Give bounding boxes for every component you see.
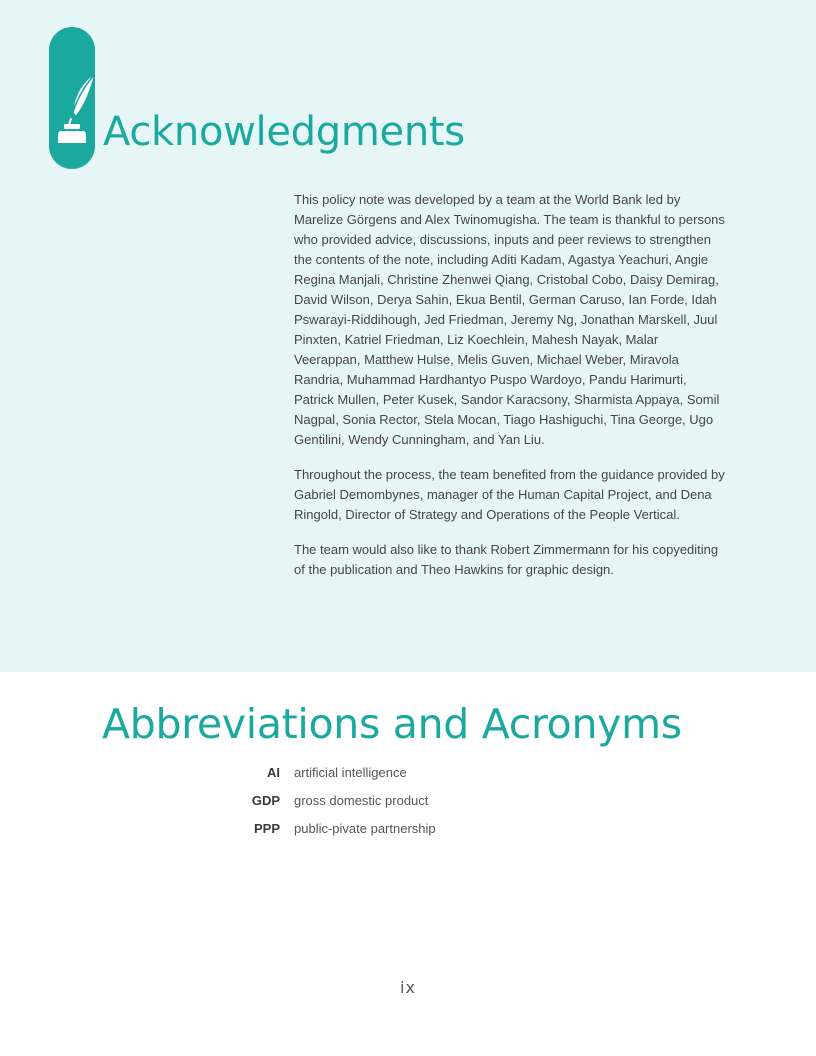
abbreviation-term: PPP [253,821,280,836]
page-number: ix [400,978,416,997]
abbreviation-term: GDP [251,793,280,808]
acknowledgments-paragraph: Throughout the process, the team benefited from the guidance provided by Gabriel Demombynes, manager of the Human Capital Project, and Dena Ringold, Director of Strategy and Operations of the People Vertical. [294,467,725,522]
abbreviations-title: Abbreviations and Acronyms [102,700,682,748]
abbreviation-row [200,793,600,821]
abbreviations-list [200,765,600,849]
abbreviation-definition: gross domestic product [294,793,429,808]
acknowledgments-paragraph: This policy note was developed by a team at the World Bank led by Marelize Görgens and Alex Twinomugisha. The team is thankful to persons who provided advice, discussions, inputs and peer reviews to strengthen the contents of the note, including Aditi Kadam, Agastya Yeachuri, Angie Regina Manjali, Christine Zhenwei Qiang, Cristobal Cobo, Daisy Demirag, David Wilson, Derya Sahin, Ekua Bentil, German Caruso, Ian Forde, Idah Pswarayi-Riddihough, Jed Friedman, Jeremy Ng, Jonathan Marskell, Juul Pinxten, Katriel Friedman, Liz Koechlein, Mahesh Nayak, Malar Veerappan, Matthew Hulse, Melis Guven, Michael Weber, Miravola Randria, Muhammad Hardhantyo Puspo Wardoyo, Pandu Harimurti, Patrick Mullen, Peter Kusek, Sandor Karacsony, Sharmista Appaya, Somil Nagpal, Sonia Rector, Stela Mocan, Tiago Hashiguchi, Tina George, Ugo Gentilini, Wendy Cunningham, and Yan Liu. [294,192,725,447]
abbreviation-row [200,765,600,793]
acknowledgments-paragraph: The team would also like to thank Robert Zimmermann for his copyediting of the publication and Theo Hawkins for graphic design. [294,542,719,577]
abbreviation-definition: artificial intelligence [294,765,407,780]
abbreviation-term: AI [267,765,280,780]
acknowledgments-title: Acknowledgments [103,109,465,155]
quill-and-inkwell-icon [49,27,95,169]
abbreviation-definition: public-pivate partnership [294,821,436,836]
acknowledgments-body [294,190,726,595]
section-badge [49,27,95,169]
abbreviation-row [200,821,600,849]
